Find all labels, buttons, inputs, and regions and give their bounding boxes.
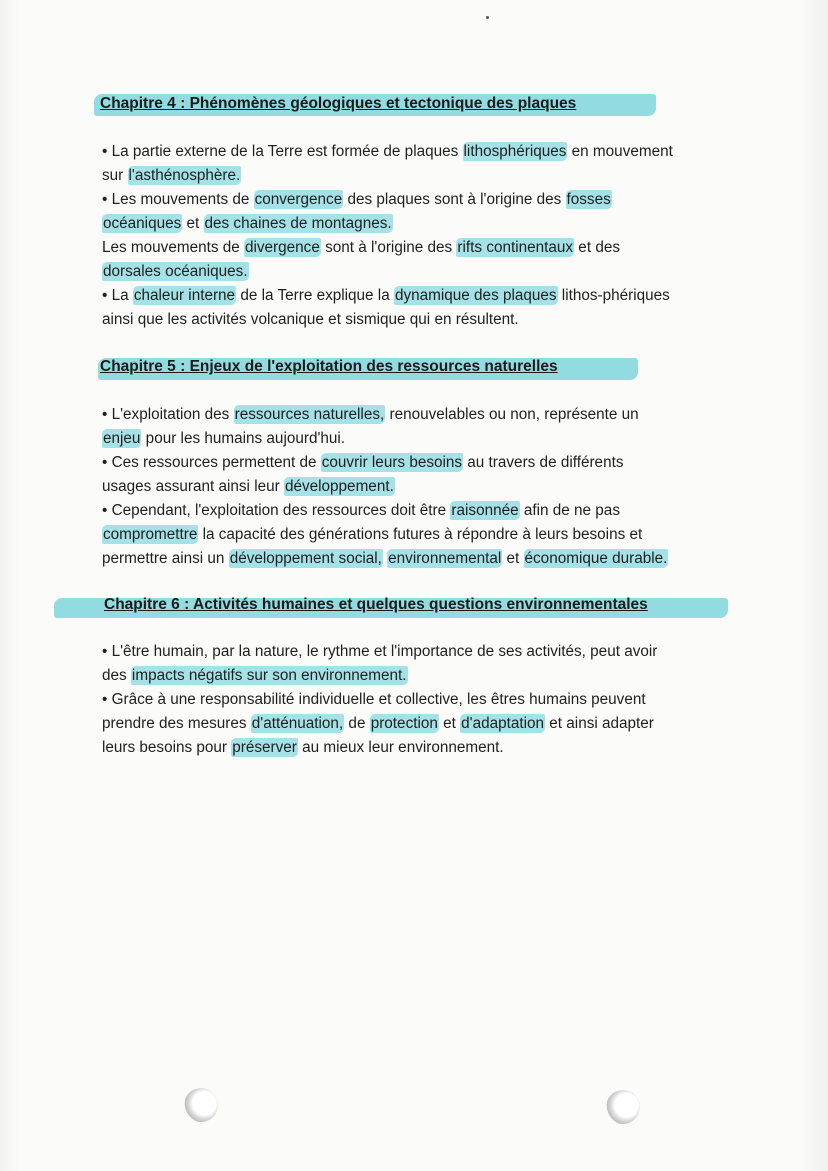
text-line: des impacts négatifs sur son environnement. xyxy=(102,667,407,684)
highlighted-term: raisonnée xyxy=(451,502,519,519)
ink-speck xyxy=(486,16,489,19)
chapter-5-title: Chapitre 5 : Enjeux de l'exploitation des ressources naturelles xyxy=(100,358,558,375)
highlighted-term: compromettre xyxy=(103,526,198,543)
text-line: • Ces ressources permettent de couvrir leurs besoins au travers de différents xyxy=(102,454,624,471)
text-line: • Les mouvements de convergence des plaques sont à l'origine des fosses xyxy=(102,191,611,208)
highlighted-term: couvrir leurs besoins xyxy=(321,454,463,471)
chapter-6-title: Chapitre 6 : Activités humaines et quelques questions environnementales xyxy=(104,596,648,613)
text-line: • Cependant, l'exploitation des ressources doit être raisonnée afin de ne pas xyxy=(102,502,620,519)
highlighted-term: dorsales océaniques. xyxy=(103,263,248,280)
highlighted-term: l'asthénosphère. xyxy=(128,167,241,184)
highlighted-term: d'atténuation, xyxy=(251,715,344,732)
highlighted-term: des chaines de montagnes. xyxy=(204,215,392,232)
highlighted-term: convergence xyxy=(254,191,343,208)
text-line: sur l'asthénosphère. xyxy=(102,167,241,184)
punch-hole-right xyxy=(606,1090,640,1124)
text-line: • L'être humain, par la nature, le rythme et l'importance de ses activités, peut avoir xyxy=(102,643,658,660)
text-line: usages assurant ainsi leur développement. xyxy=(102,478,394,495)
text-line: leurs besoins pour préserver au mieux leur environnement. xyxy=(102,739,504,756)
highlighted-term: préserver xyxy=(232,739,297,756)
text-line: prendre des mesures d'atténuation, de protection et d'adaptation et ainsi adapter xyxy=(102,715,654,732)
highlighted-term: développement. xyxy=(284,478,394,495)
highlighted-term: enjeu xyxy=(103,430,141,447)
highlighted-term: lithosphériques xyxy=(463,143,567,160)
punch-hole-left xyxy=(184,1088,218,1122)
text-line: compromettre la capacité des générations futures à répondre à leurs besoins et xyxy=(103,526,643,543)
highlighted-term: ressources naturelles, xyxy=(234,406,385,423)
text-line: • L'exploitation des ressources naturelles, renouvelables ou non, représente un xyxy=(102,406,639,423)
chapter-4-title: Chapitre 4 : Phénomènes géologiques et tectonique des plaques xyxy=(100,95,577,112)
highlighted-term: divergence xyxy=(245,239,320,256)
text-line: océaniques et des chaines de montagnes. xyxy=(103,215,392,232)
highlighted-term: développement social, xyxy=(229,550,382,567)
highlighted-term: fosses xyxy=(566,191,611,208)
text-line: enjeu pour les humains aujourd'hui. xyxy=(103,430,346,447)
highlighted-term: océaniques xyxy=(103,215,182,232)
highlighted-term: environnemental xyxy=(388,550,502,567)
text-line: • Grâce à une responsabilité individuelle et collective, les êtres humains peuvent xyxy=(102,691,646,708)
text-line: • La chaleur interne de la Terre explique la dynamique des plaques lithos-phériques xyxy=(102,287,670,304)
text-line: permettre ainsi un développement social, environnemental et économique durable. xyxy=(102,550,668,567)
highlighted-term: économique durable. xyxy=(524,550,668,567)
highlighted-term: impacts négatifs sur son environnement. xyxy=(131,667,407,684)
text-line xyxy=(102,260,249,284)
highlighted-term: chaleur interne xyxy=(133,287,236,304)
highlighted-term: dynamique des plaques xyxy=(394,287,557,304)
text-line: ainsi que les activités volcanique et sismique qui en résultent. xyxy=(102,311,519,328)
text-line: • La partie externe de la Terre est formée de plaques lithosphériques en mouvement xyxy=(102,143,673,160)
text-line: Les mouvements de divergence sont à l'origine des rifts continentaux et des xyxy=(102,239,620,256)
highlighted-term: protection xyxy=(370,715,438,732)
highlighted-term: d'adaptation xyxy=(461,715,545,732)
highlighted-term: rifts continentaux xyxy=(457,239,574,256)
